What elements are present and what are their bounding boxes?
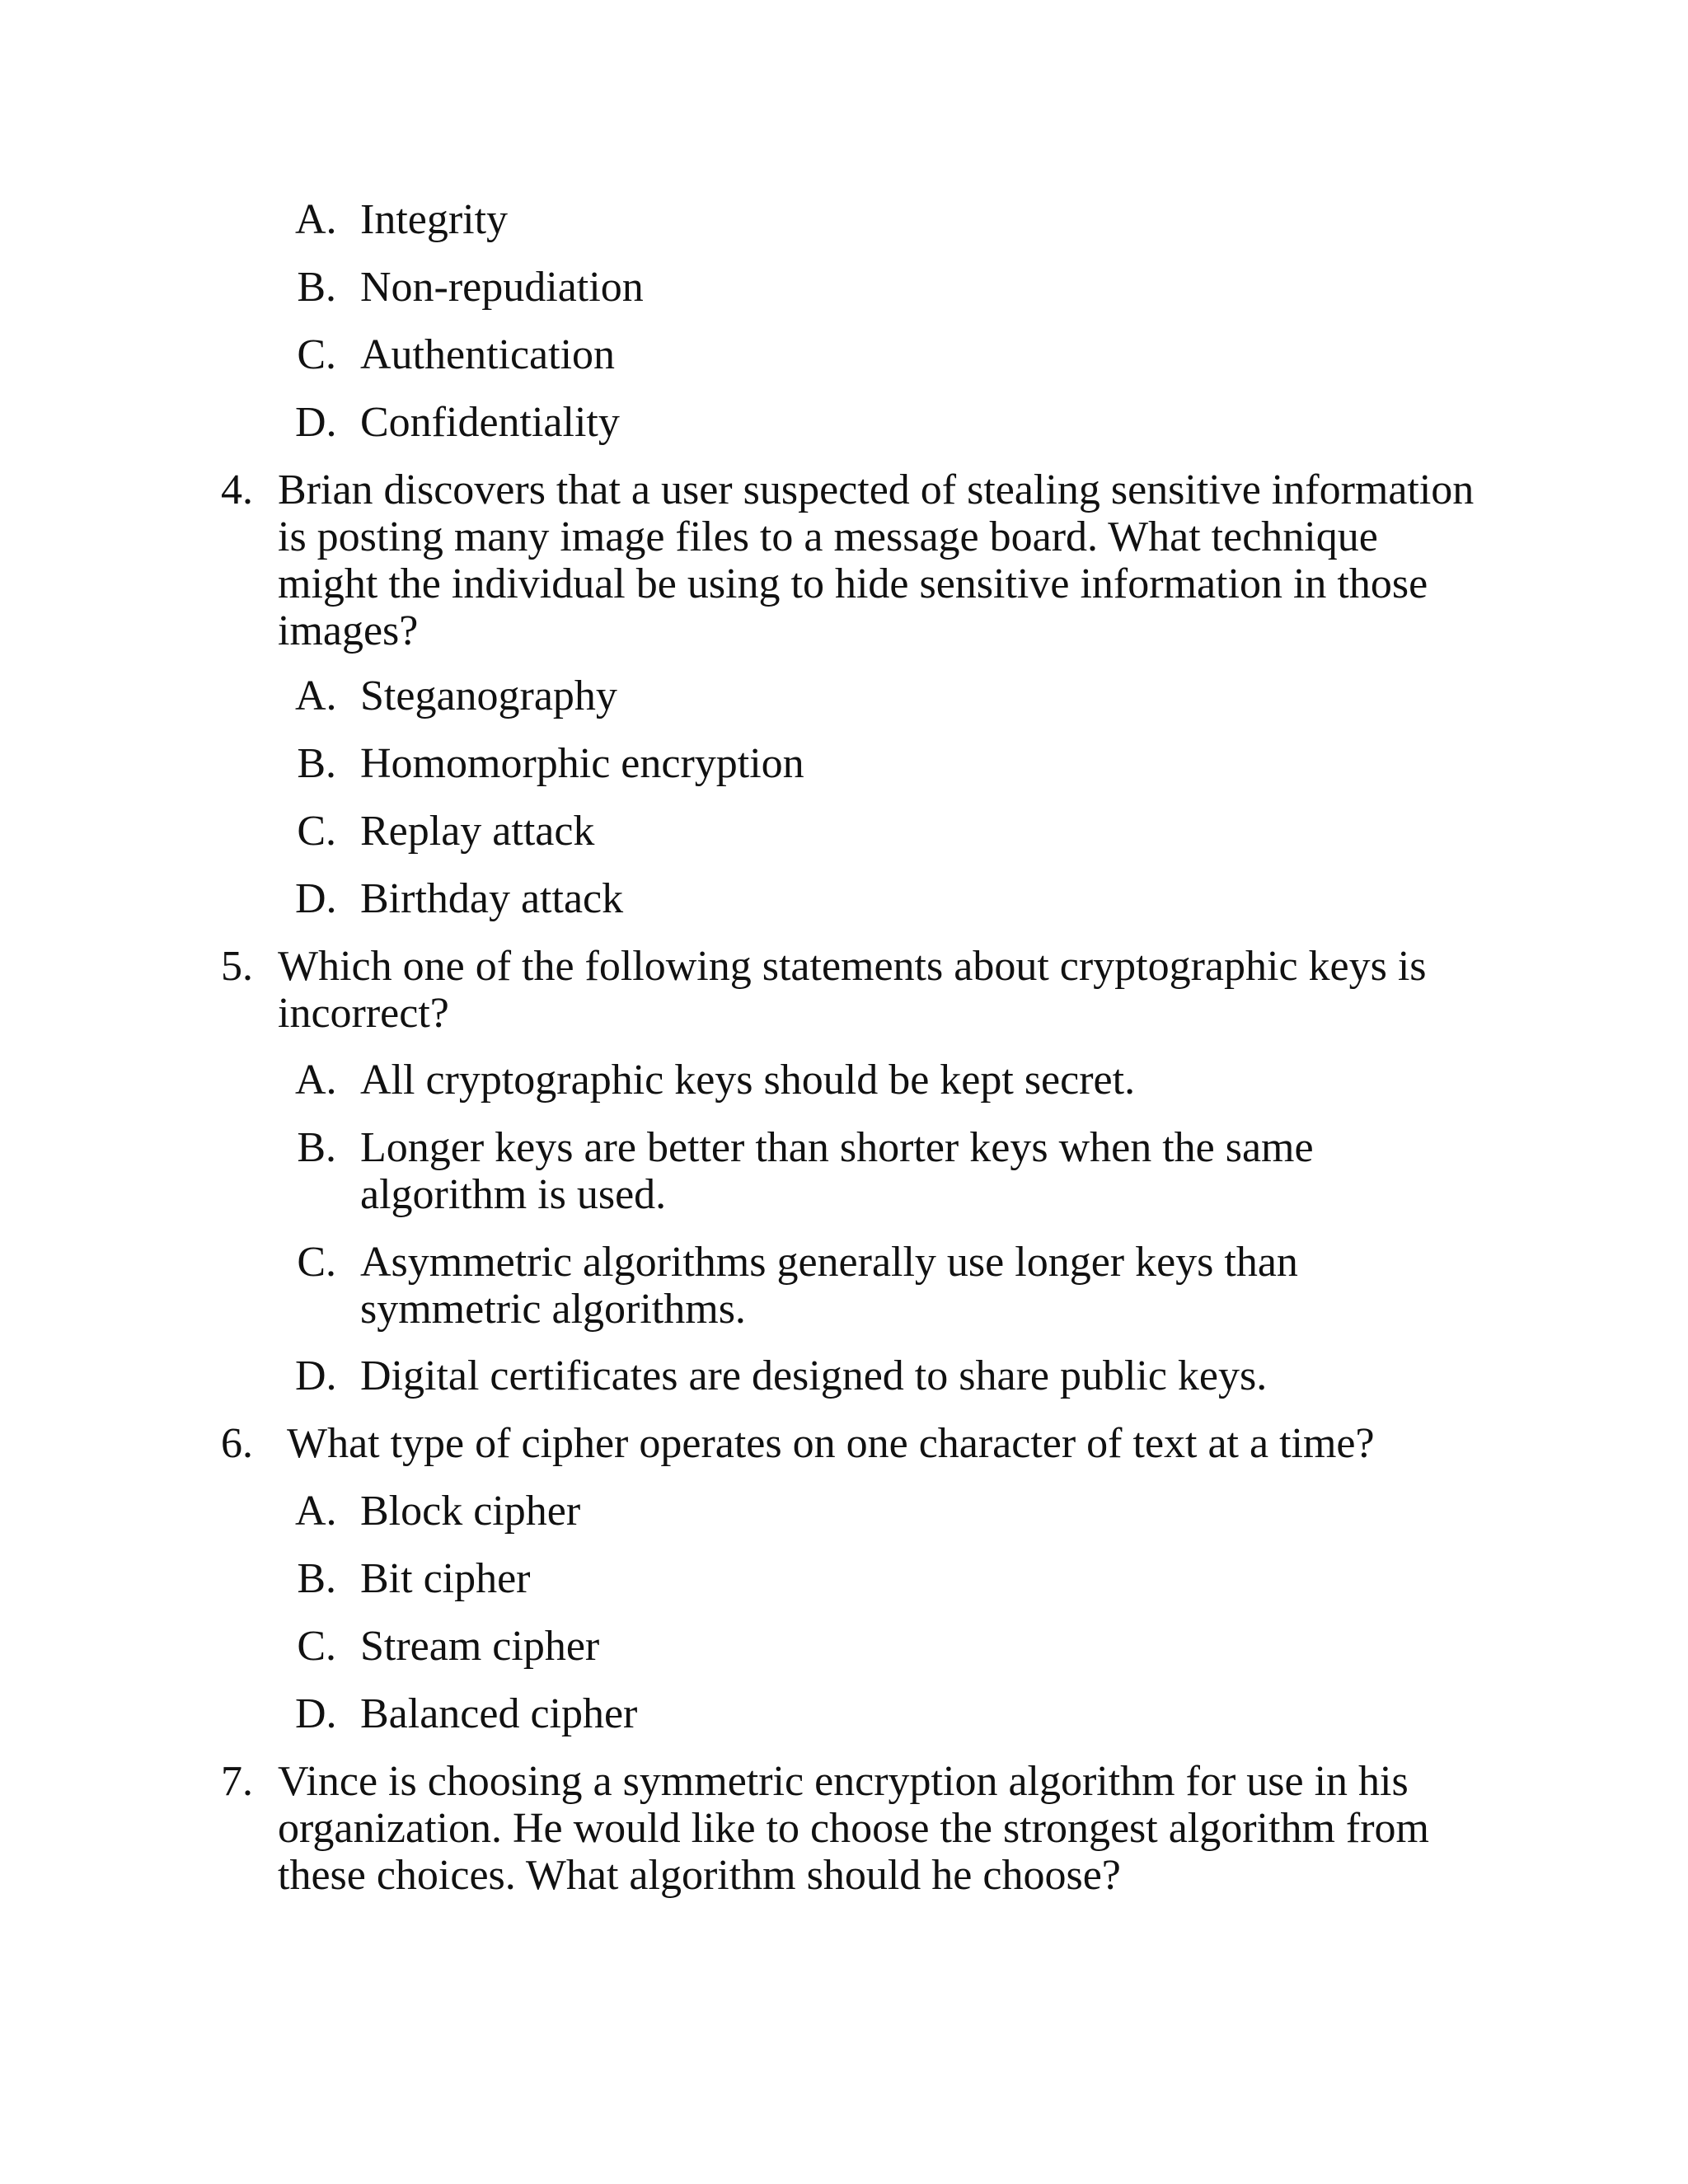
- q5-option-c-letter: C.: [297, 1239, 336, 1286]
- question-6-text: What type of cipher operates on one character of text at a time?: [287, 1420, 1375, 1467]
- q3-option-b-letter: B.: [297, 264, 336, 311]
- q4-option-b-letter: B.: [297, 740, 336, 787]
- q6-option-c-text: Stream cipher: [360, 1623, 600, 1670]
- q5-option-c-text: Asymmetric algorithms generally use longer keys than symmetric algorithms.: [360, 1239, 1298, 1333]
- question-7-text: Vince is choosing a symmetric encryption algorithm for use in his organization. He would like to choose the strongest algorithm from these choices. What algorithm should he choose?: [278, 1758, 1429, 1899]
- question-5-number: 5.: [221, 943, 253, 990]
- q4-option-d-letter: D.: [295, 875, 337, 922]
- q6-option-c-letter: C.: [297, 1623, 336, 1670]
- q5-option-a-text: All cryptographic keys should be kept secret.: [360, 1057, 1136, 1104]
- q3-option-d-letter: D.: [295, 399, 337, 446]
- q5-option-d-letter: D.: [295, 1352, 337, 1399]
- question-7-number: 7.: [221, 1758, 253, 1805]
- q3-option-c-text: Authentication: [360, 331, 616, 378]
- q6-option-d-text: Balanced cipher: [360, 1690, 638, 1737]
- question-6-number: 6.: [221, 1420, 253, 1467]
- q5-option-d-text: Digital certificates are designed to share public keys.: [360, 1352, 1268, 1399]
- q5-option-b-text: Longer keys are better than shorter keys when the same algorithm is used.: [360, 1124, 1314, 1218]
- q3-option-b-text: Non-repudiation: [360, 264, 644, 311]
- q4-option-a-text: Steganography: [360, 673, 617, 719]
- q4-option-a-letter: A.: [295, 673, 337, 719]
- question-4-text: Brian discovers that a user suspected of stealing sensitive information is posting many image files to a message board. What technique might the individual be using to hide sensitive information in those images?: [278, 466, 1475, 654]
- q3-option-c-letter: C.: [297, 331, 336, 378]
- q3-option-d-text: Confidentiality: [360, 399, 620, 446]
- q6-option-d-letter: D.: [295, 1690, 337, 1737]
- q6-option-b-letter: B.: [297, 1555, 336, 1602]
- question-4-number: 4.: [221, 466, 253, 513]
- q6-option-a-letter: A.: [295, 1488, 337, 1535]
- q4-option-b-text: Homomorphic encryption: [360, 740, 804, 787]
- q6-option-b-text: Bit cipher: [360, 1555, 531, 1602]
- question-5-text: Which one of the following statements about cryptographic keys is incorrect?: [278, 943, 1427, 1037]
- q3-option-a-letter: A.: [295, 196, 337, 243]
- q4-option-c-letter: C.: [297, 808, 336, 855]
- q4-option-c-text: Replay attack: [360, 808, 595, 855]
- q3-option-a-text: Integrity: [360, 196, 509, 243]
- q5-option-a-letter: A.: [295, 1057, 337, 1104]
- q4-option-d-text: Birthday attack: [360, 875, 624, 922]
- q5-option-b-letter: B.: [297, 1124, 336, 1171]
- q6-option-a-text: Block cipher: [360, 1488, 581, 1535]
